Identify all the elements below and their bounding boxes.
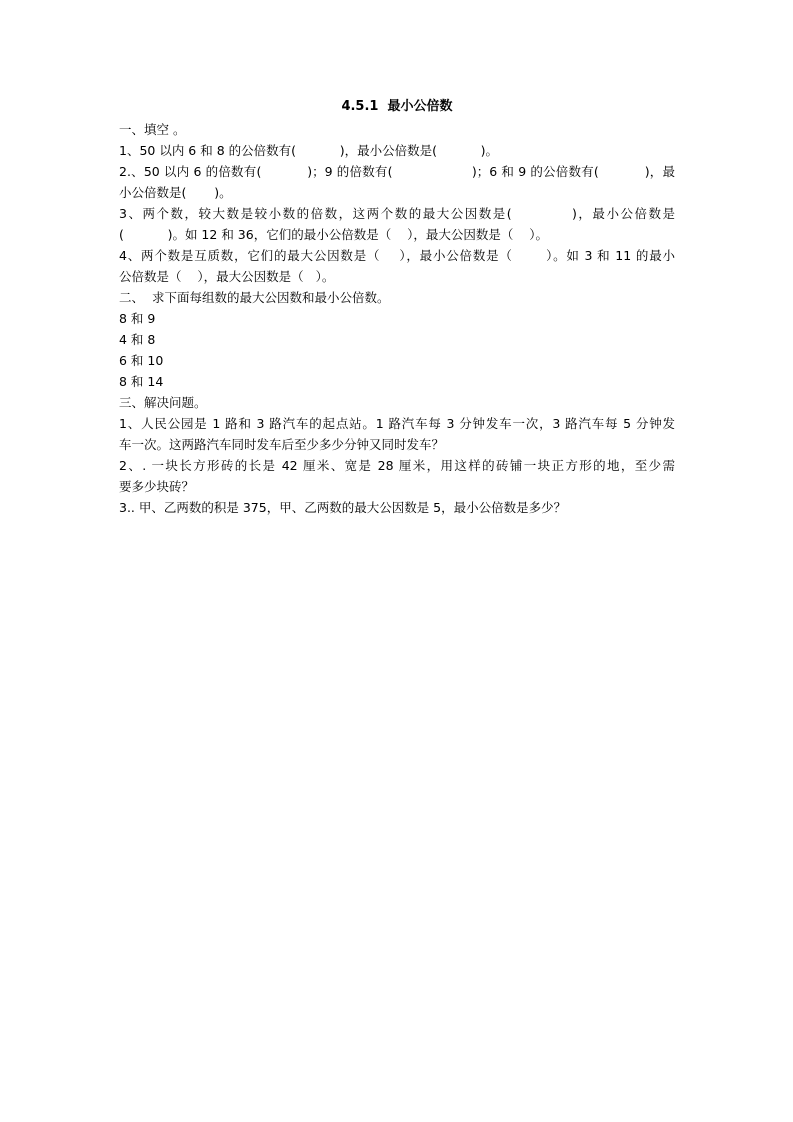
question-1-2-line-2: 小公倍数是( )。 (119, 185, 232, 200)
word-problem-3: 3.. 甲、乙两数的积是 375，甲、乙两数的最大公因数是 5，最小公倍数是多少？ (119, 500, 567, 515)
document-title: 4.5.1 最小公倍数 (341, 99, 453, 114)
word-problem-2-line-1: 2、. 一块长方形砖的长是 42 厘米、宽是 28 厘米，用这样的砖铺一块正方形的地，至少需 (119, 458, 675, 473)
question-1-2-line-1: 2.、50 以内 6 的倍数有( )；9 的倍数有( )；6 和 9 的公倍数有( )，最 (119, 164, 675, 179)
number-pair-3: 6 和 10 (119, 353, 164, 368)
question-1-3-line-2: ( )。如 12 和 36，它们的最小公倍数是（ ），最大公因数是（ ）。 (119, 227, 548, 242)
word-problem-1-line-1: 1、人民公园是 1 路和 3 路汽车的起点站。1 路汽车每 3 分钟发车一次，3 路汽车每 5 分钟发 (119, 416, 675, 431)
document-body (119, 99, 675, 518)
question-1-3-line-1: 3、两个数，较大数是较小数的倍数，这两个数的最大公因数是( )，最小公倍数是 (119, 206, 675, 221)
word-problem-1-line-2: 车一次。这两路汽车同时发车后至少多少分钟又同时发车？ (119, 437, 445, 452)
number-pair-1: 8 和 9 (119, 311, 156, 326)
question-1-4-line-1: 4、两个数是互质数，它们的最大公因数是（ ），最小公倍数是（ ）。如 3 和 11 的最小 (119, 248, 675, 263)
number-pair-2: 4 和 8 (119, 332, 156, 347)
number-pair-4: 8 和 14 (119, 374, 164, 389)
question-1-4-line-2: 公倍数是（ ），最大公因数是（ ）。 (119, 269, 335, 284)
section-gcd-lcm-heading: 二、 求下面每组数的最大公因数和最小公倍数。 (119, 290, 390, 305)
section-fill-blank-heading: 一、填空 。 (119, 122, 186, 137)
question-1-1: 1、50 以内 6 和 8 的公倍数有( )，最小公倍数是( )。 (119, 143, 499, 158)
word-problem-2-line-2: 要多少块砖？ (119, 479, 195, 494)
section-word-problems-heading: 三、解决问题。 (119, 395, 207, 410)
